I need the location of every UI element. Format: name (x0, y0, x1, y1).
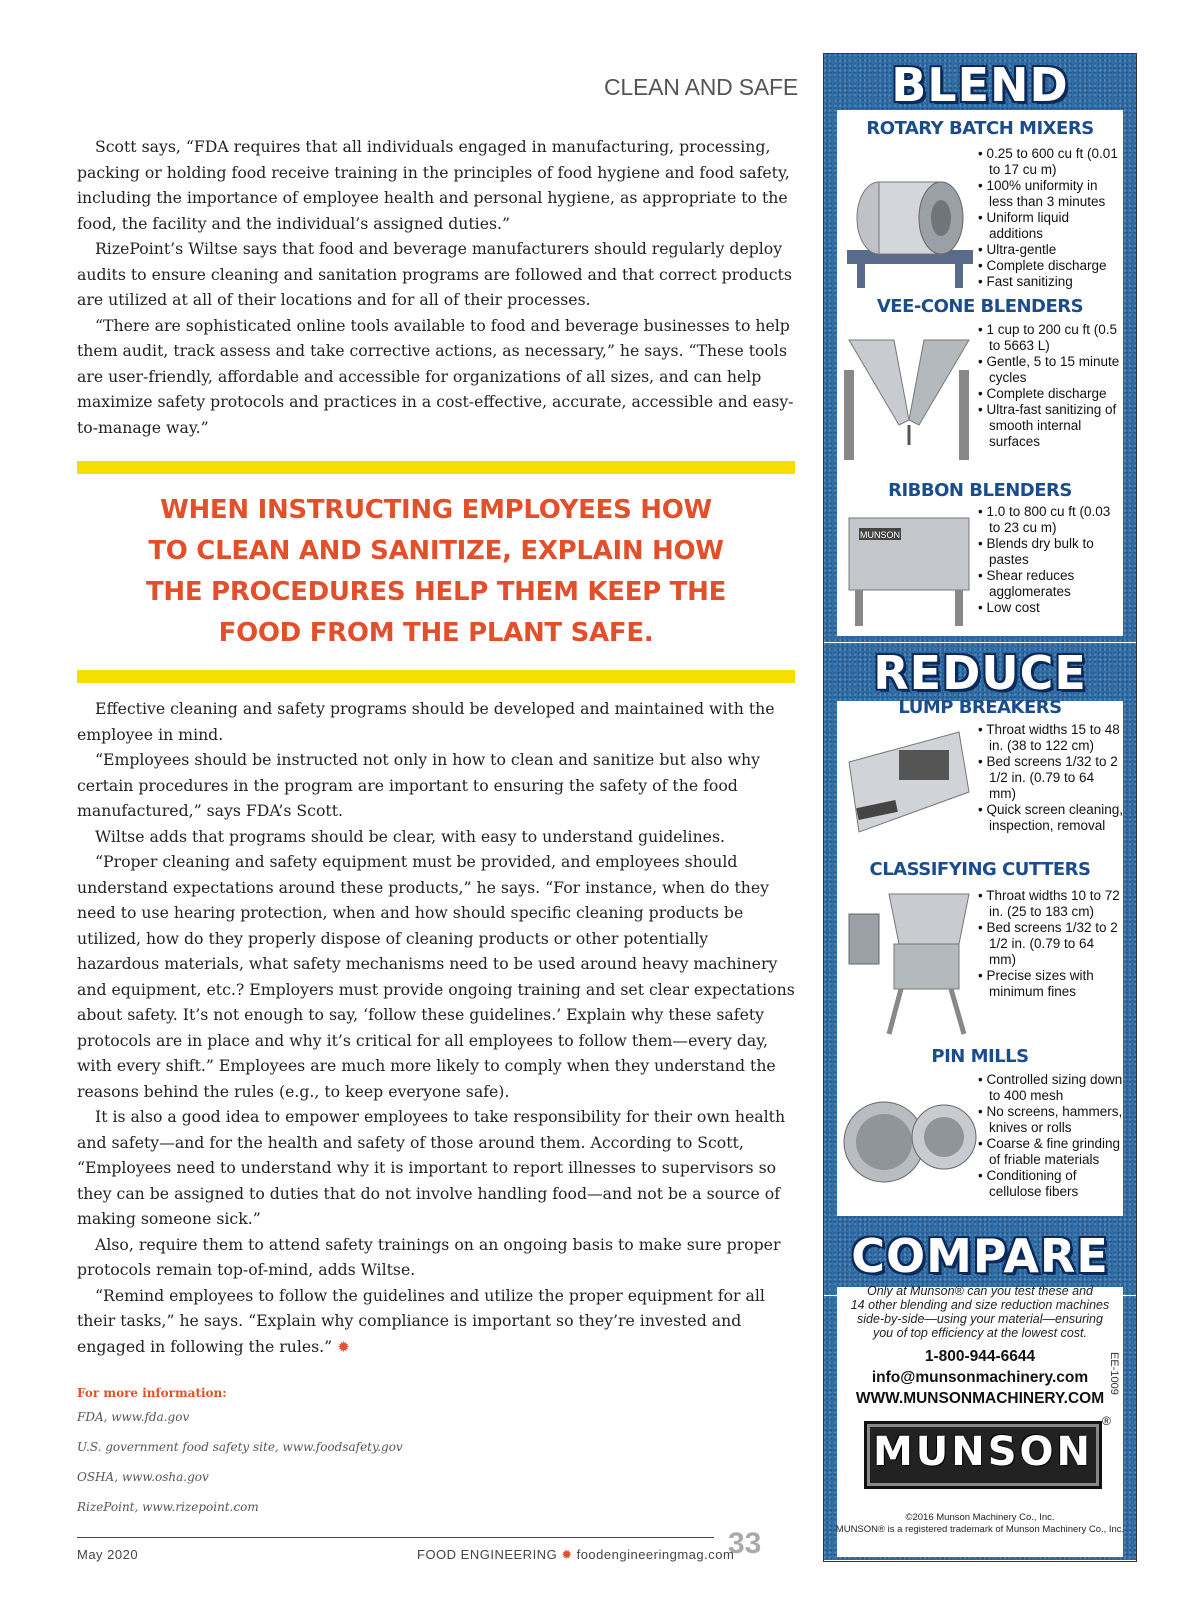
bullets-pin-mills (974, 1072, 1124, 1200)
munson-logo (864, 1421, 1102, 1489)
compare-text (824, 1284, 1136, 1340)
paragraph: Scott says, “FDA requires that all individuals engaged in manufacturing, processing, packing or holding food receive training in the principles of food hygiene and food safety, including the importance of employee health and personal hygiene, as appropriate to the food, the facility and the individual’s assigned duties.” (77, 137, 790, 233)
bullet: • Throat widths 10 to 72 in. (25 to 183 cm) (974, 888, 1124, 920)
pullquote-line: TO CLEAN AND SANITIZE, EXPLAIN HOW (148, 536, 724, 566)
paragraph: “There are sophisticated online tools available to food and beverage businesses to help them audit, track assess and take corrective actions, as necessary,” he says. “These tools are user-friendly, affordable and accessible for organizations of all sizes, and can help maximize safety protocols and practices in a cost-effective, accurate, accessible and easy-to-manage way.” (77, 315, 794, 437)
reduce-heading: REDUCE (873, 646, 1087, 700)
bullet: • 1 cup to 200 cu ft (0.5 to 5663 L) (974, 322, 1124, 354)
paragraph: “Employees should be instructed not only in how to clean and sanitize but also why certain procedures in the program are important to ensuring the safety of the food manufactured,” says FDA’s Scott. (77, 750, 760, 820)
paragraph: RizePoint’s Wiltse says that food and beverage manufacturers should regularly deploy audits to ensure cleaning and sanitation programs are followed and that correct products are utilized at all of their locations and for all of their processes. (77, 239, 792, 309)
ribbon-machine-label: MUNSON (860, 530, 900, 540)
footer-magazine (417, 1547, 734, 1563)
pullquote-bar-bottom (77, 670, 795, 683)
more-info-title: For more information: (77, 1386, 227, 1400)
pullquote-bar-top (77, 461, 795, 474)
section-label: CLEAN AND SAFE (603, 74, 798, 100)
compare-line: side-by-side—using your material—ensuring (857, 1312, 1103, 1326)
product-title-lump: LUMP BREAKERS (898, 697, 1062, 718)
bullets-vee-cone (974, 322, 1124, 450)
vee-cone-image (839, 320, 979, 470)
bullet: • Quick screen cleaning, inspection, removal (974, 802, 1124, 834)
ribbon-blender-image (839, 506, 979, 631)
footer-dot-icon: ✹ (561, 1547, 573, 1562)
bullet: • Uniform liquid additions (974, 210, 1124, 242)
classifying-cutter-image (839, 884, 979, 1044)
bullet: • Blends dry bulk to pastes (974, 536, 1124, 568)
pin-mill-image (839, 1072, 979, 1212)
website-link[interactable]: WWW.MUNSONMACHINERY.COM (855, 1390, 1105, 1407)
paragraph: “Proper cleaning and safety equipment must be provided, and employees should understand expectations around these products,” he says. “For instance, when do they need to use hearing protection, when and how should specific cleaning products be utilized, how do they properly dispose of cleaning products or other potentially hazardous materials, what safety mechanisms need to be used around heavy machinery and equipment, etc.? Employers must provide ongoing training and set clear expectations about safety. It’s not enough to say, ‘follow these guidelines.’ Explain why these safety protocols are in place and why it’s critical for all employees to follow them—every day, with every shift.” Employees are much more likely to comply when they understand the reasons behind the rules (e.g., to keep everyone safe). (77, 852, 795, 1101)
bullet: • No screens, hammers, knives or rolls (974, 1104, 1124, 1136)
paragraph: Also, require them to attend safety trainings on an ongoing basis to make sure proper protocols remain top-of-mind, adds Wiltse. (77, 1234, 781, 1279)
bullet: • Fast sanitizing (974, 274, 1124, 290)
bullets-classifying (974, 888, 1124, 1000)
pullquote-line: FOOD FROM THE PLANT SAFE. (218, 618, 654, 648)
bullets-rotary (974, 146, 1124, 290)
magazine-site: foodengineeringmag.com (576, 1547, 735, 1562)
magazine-name: FOOD ENGINEERING (417, 1547, 558, 1562)
product-title-classifying: CLASSIFYING CUTTERS (869, 859, 1091, 880)
pullquote-line: WHEN INSTRUCTING EMPLOYEES HOW (160, 495, 712, 525)
bullet: • Complete discharge (974, 258, 1124, 274)
article-block-top (77, 134, 795, 440)
logo-text: MUNSON (872, 1429, 1094, 1475)
bullet: • Complete discharge (974, 386, 1124, 402)
bullet: • Bed screens 1/32 to 2 1/2 in. (0.79 to 64 mm) (974, 754, 1124, 802)
more-information (77, 1386, 403, 1530)
registered-mark: ® (1102, 1414, 1111, 1428)
bullet: • 100% uniformity in less than 3 minutes (974, 178, 1124, 210)
footer-date: May 2020 (77, 1547, 139, 1562)
paragraph: Effective cleaning and safety programs should be developed and maintained with the employee in mind. (77, 699, 775, 744)
bullet: • Throat widths 15 to 48 in. (38 to 122 cm) (974, 722, 1124, 754)
compare-heading: COMPARE (851, 1229, 1109, 1283)
bullet: • Bed screens 1/32 to 2 1/2 in. (0.79 to 64 mm) (974, 920, 1124, 968)
munson-advertisement (823, 53, 1137, 1562)
product-title-pin-mills: PIN MILLS (931, 1046, 1029, 1067)
bullet: • Ultra-gentle (974, 242, 1124, 258)
more-info-item: U.S. government food safety site, www.foodsafety.gov (77, 1440, 403, 1454)
pullquote (100, 490, 772, 654)
end-mark-icon: ✹ (337, 1337, 350, 1356)
bullet: • 0.25 to 600 cu ft (0.01 to 17 cu m) (974, 146, 1124, 178)
phone-number[interactable]: 1-800-944-6644 (924, 1348, 1036, 1365)
bullet: • Conditioning of cellulose fibers (974, 1168, 1124, 1200)
pullquote-line: THE PROCEDURES HELP THEM KEEP THE (145, 577, 727, 607)
bullet: • Ultra-fast sanitizing of smooth internal surfaces (974, 402, 1124, 450)
paragraph: It is also a good idea to empower employees to take responsibility for their own health and safety—and for the health and safety of those around them. According to Scott, “Employees need to understand why it is important to report illnesses to supervisors so they can be assigned to duties that do not involve handling food—and not be a source of making someone sick.” (77, 1107, 786, 1228)
bullets-lump (974, 722, 1124, 834)
paragraph (77, 1283, 795, 1361)
article-block-bottom (77, 696, 795, 1360)
copyright-line: ©2016 Munson Machinery Co., Inc. (905, 1512, 1055, 1523)
paragraph: Wiltse adds that programs should be clear, with easy to understand guidelines. (95, 826, 726, 846)
more-info-item: FDA, www.fda.gov (77, 1410, 190, 1424)
bullet: • Controlled sizing down to 400 mesh (974, 1072, 1124, 1104)
ad-code: EE-1009 (1108, 1352, 1120, 1395)
more-info-item: OSHA, www.osha.gov (77, 1470, 209, 1484)
page-number: 33 (728, 1527, 762, 1560)
paragraph-text: “Remind employees to follow the guidelines and utilize the proper equipment for all their tasks,” he says. “Explain why compliance is important so they’re invested and engaged in following the rules.” (77, 1285, 765, 1356)
product-title-ribbon: RIBBON BLENDERS (888, 480, 1072, 501)
bullet: • Precise sizes with minimum fines (974, 968, 1124, 1000)
product-title-rotary: ROTARY BATCH MIXERS (866, 118, 1094, 139)
compare-line: you of top efficiency at the lowest cost. (872, 1326, 1087, 1340)
blend-heading: BLEND (891, 58, 1069, 112)
rotary-mixer-image (839, 150, 979, 290)
bullet: • Low cost (974, 600, 1124, 616)
bullets-ribbon (974, 504, 1124, 616)
email-link[interactable]: info@munsonmachinery.com (871, 1369, 1089, 1386)
trademark-line: MUNSON® is a registered trademark of Munson Machinery Co., Inc. (835, 1524, 1125, 1535)
product-title-vee-cone: VEE-CONE BLENDERS (876, 296, 1084, 317)
bullet: • Coarse & fine grinding of friable materials (974, 1136, 1124, 1168)
more-info-item: RizePoint, www.rizepoint.com (77, 1500, 259, 1514)
compare-line: Only at Munson® can you test these and (866, 1284, 1093, 1298)
bullet: • Shear reduces agglomerates (974, 568, 1124, 600)
compare-line: 14 other blending and size reduction machines (850, 1298, 1110, 1312)
bullet: • Gentle, 5 to 15 minute cycles (974, 354, 1124, 386)
bullet: • 1.0 to 800 cu ft (0.03 to 23 cu m) (974, 504, 1124, 536)
footer-rule (77, 1537, 714, 1538)
lump-breaker-image (839, 722, 979, 852)
